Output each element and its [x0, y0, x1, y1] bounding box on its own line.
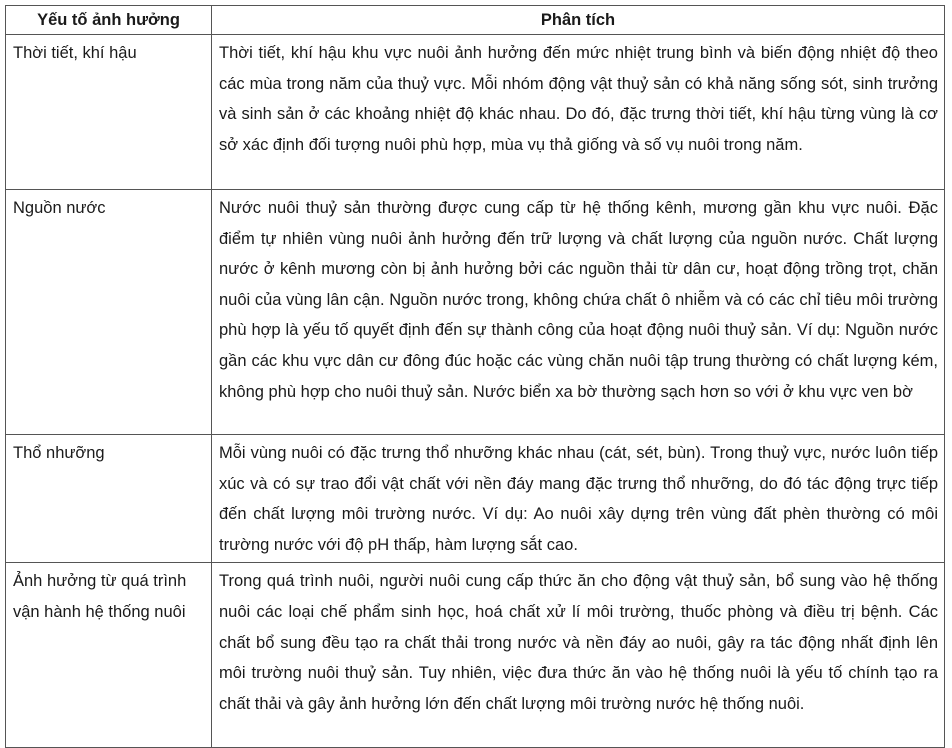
table-row [6, 563, 945, 748]
factor-cell: Thổ nhưỡng [6, 435, 212, 563]
factor-cell: Thời tiết, khí hậu [6, 35, 212, 190]
factor-analysis-table [5, 5, 945, 748]
analysis-cell: Thời tiết, khí hậu khu vực nuôi ảnh hưởng đến mức nhiệt trung bình và biến động nhiệt độ theo các mùa trong năm của thuỷ vực. Mỗi nhóm động vật thuỷ sản có khả năng sống sót, sinh trưởng và sinh sản ở các khoảng nhiệt độ khác nhau. Do đó, đặc trưng thời tiết, khí hậu từng vùng là cơ sở xác định đối tượng nuôi phù hợp, mùa vụ thả giống và số vụ nuôi trong năm. [212, 35, 945, 190]
factor-cell: Ảnh hưởng từ quá trình vận hành hệ thống nuôi [6, 563, 212, 748]
factor-cell: Nguồn nước [6, 190, 212, 435]
header-analysis: Phân tích [212, 6, 945, 35]
analysis-cell: Nước nuôi thuỷ sản thường được cung cấp từ hệ thống kênh, mương gần khu vực nuôi. Đặc điểm tự nhiên vùng nuôi ảnh hưởng đến trữ lượng và chất lượng của nguồn nước. Chất lượng nước ở kênh mương còn bị ảnh hưởng bởi các nguồn thải từ dân cư, hoạt động trồng trọt, chăn nuôi của vùng lân cận. Nguồn nước trong, không chứa chất ô nhiễm và có các chỉ tiêu môi trường phù hợp là yếu tố quyết định đến sự thành công của hoạt động nuôi thuỷ sản. Ví dụ: Nguồn nước gần các khu vực dân cư đông đúc hoặc các vùng chăn nuôi tập trung thường có chất lượng kém, không phù hợp cho nuôi thuỷ sản. Nước biển xa bờ thường sạch hơn so với ở khu vực ven bờ [212, 190, 945, 435]
table-header-row [6, 6, 945, 35]
analysis-cell: Mỗi vùng nuôi có đặc trưng thổ nhưỡng khác nhau (cát, sét, bùn). Trong thuỷ vực, nước luôn tiếp xúc và có sự trao đổi vật chất với nền đáy mang đặc trưng thổ nhưỡng, do đó tác động trực tiếp đến chất lượng môi trường nước. Ví dụ: Ao nuôi xây dựng trên vùng đất phèn thường có môi trường nước với độ pH thấp, hàm lượng sắt cao. [212, 435, 945, 563]
table-row [6, 35, 945, 190]
header-factor: Yếu tố ảnh hưởng [6, 6, 212, 35]
analysis-cell: Trong quá trình nuôi, người nuôi cung cấp thức ăn cho động vật thuỷ sản, bổ sung vào hệ thống nuôi các loại chế phẩm sinh học, hoá chất xử lí môi trường, thuốc phòng và điều trị bệnh. Các chất bổ sung đều tạo ra chất thải trong nước và nền đáy ao nuôi, gây ra tác động nhất định lên môi trường nuôi thuỷ sản. Tuy nhiên, việc đưa thức ăn vào hệ thống nuôi là yếu tố chính tạo ra chất thải và gây ảnh hưởng lớn đến chất lượng môi trường nước hệ thống nuôi. [212, 563, 945, 748]
table-row [6, 435, 945, 563]
table-row [6, 190, 945, 435]
